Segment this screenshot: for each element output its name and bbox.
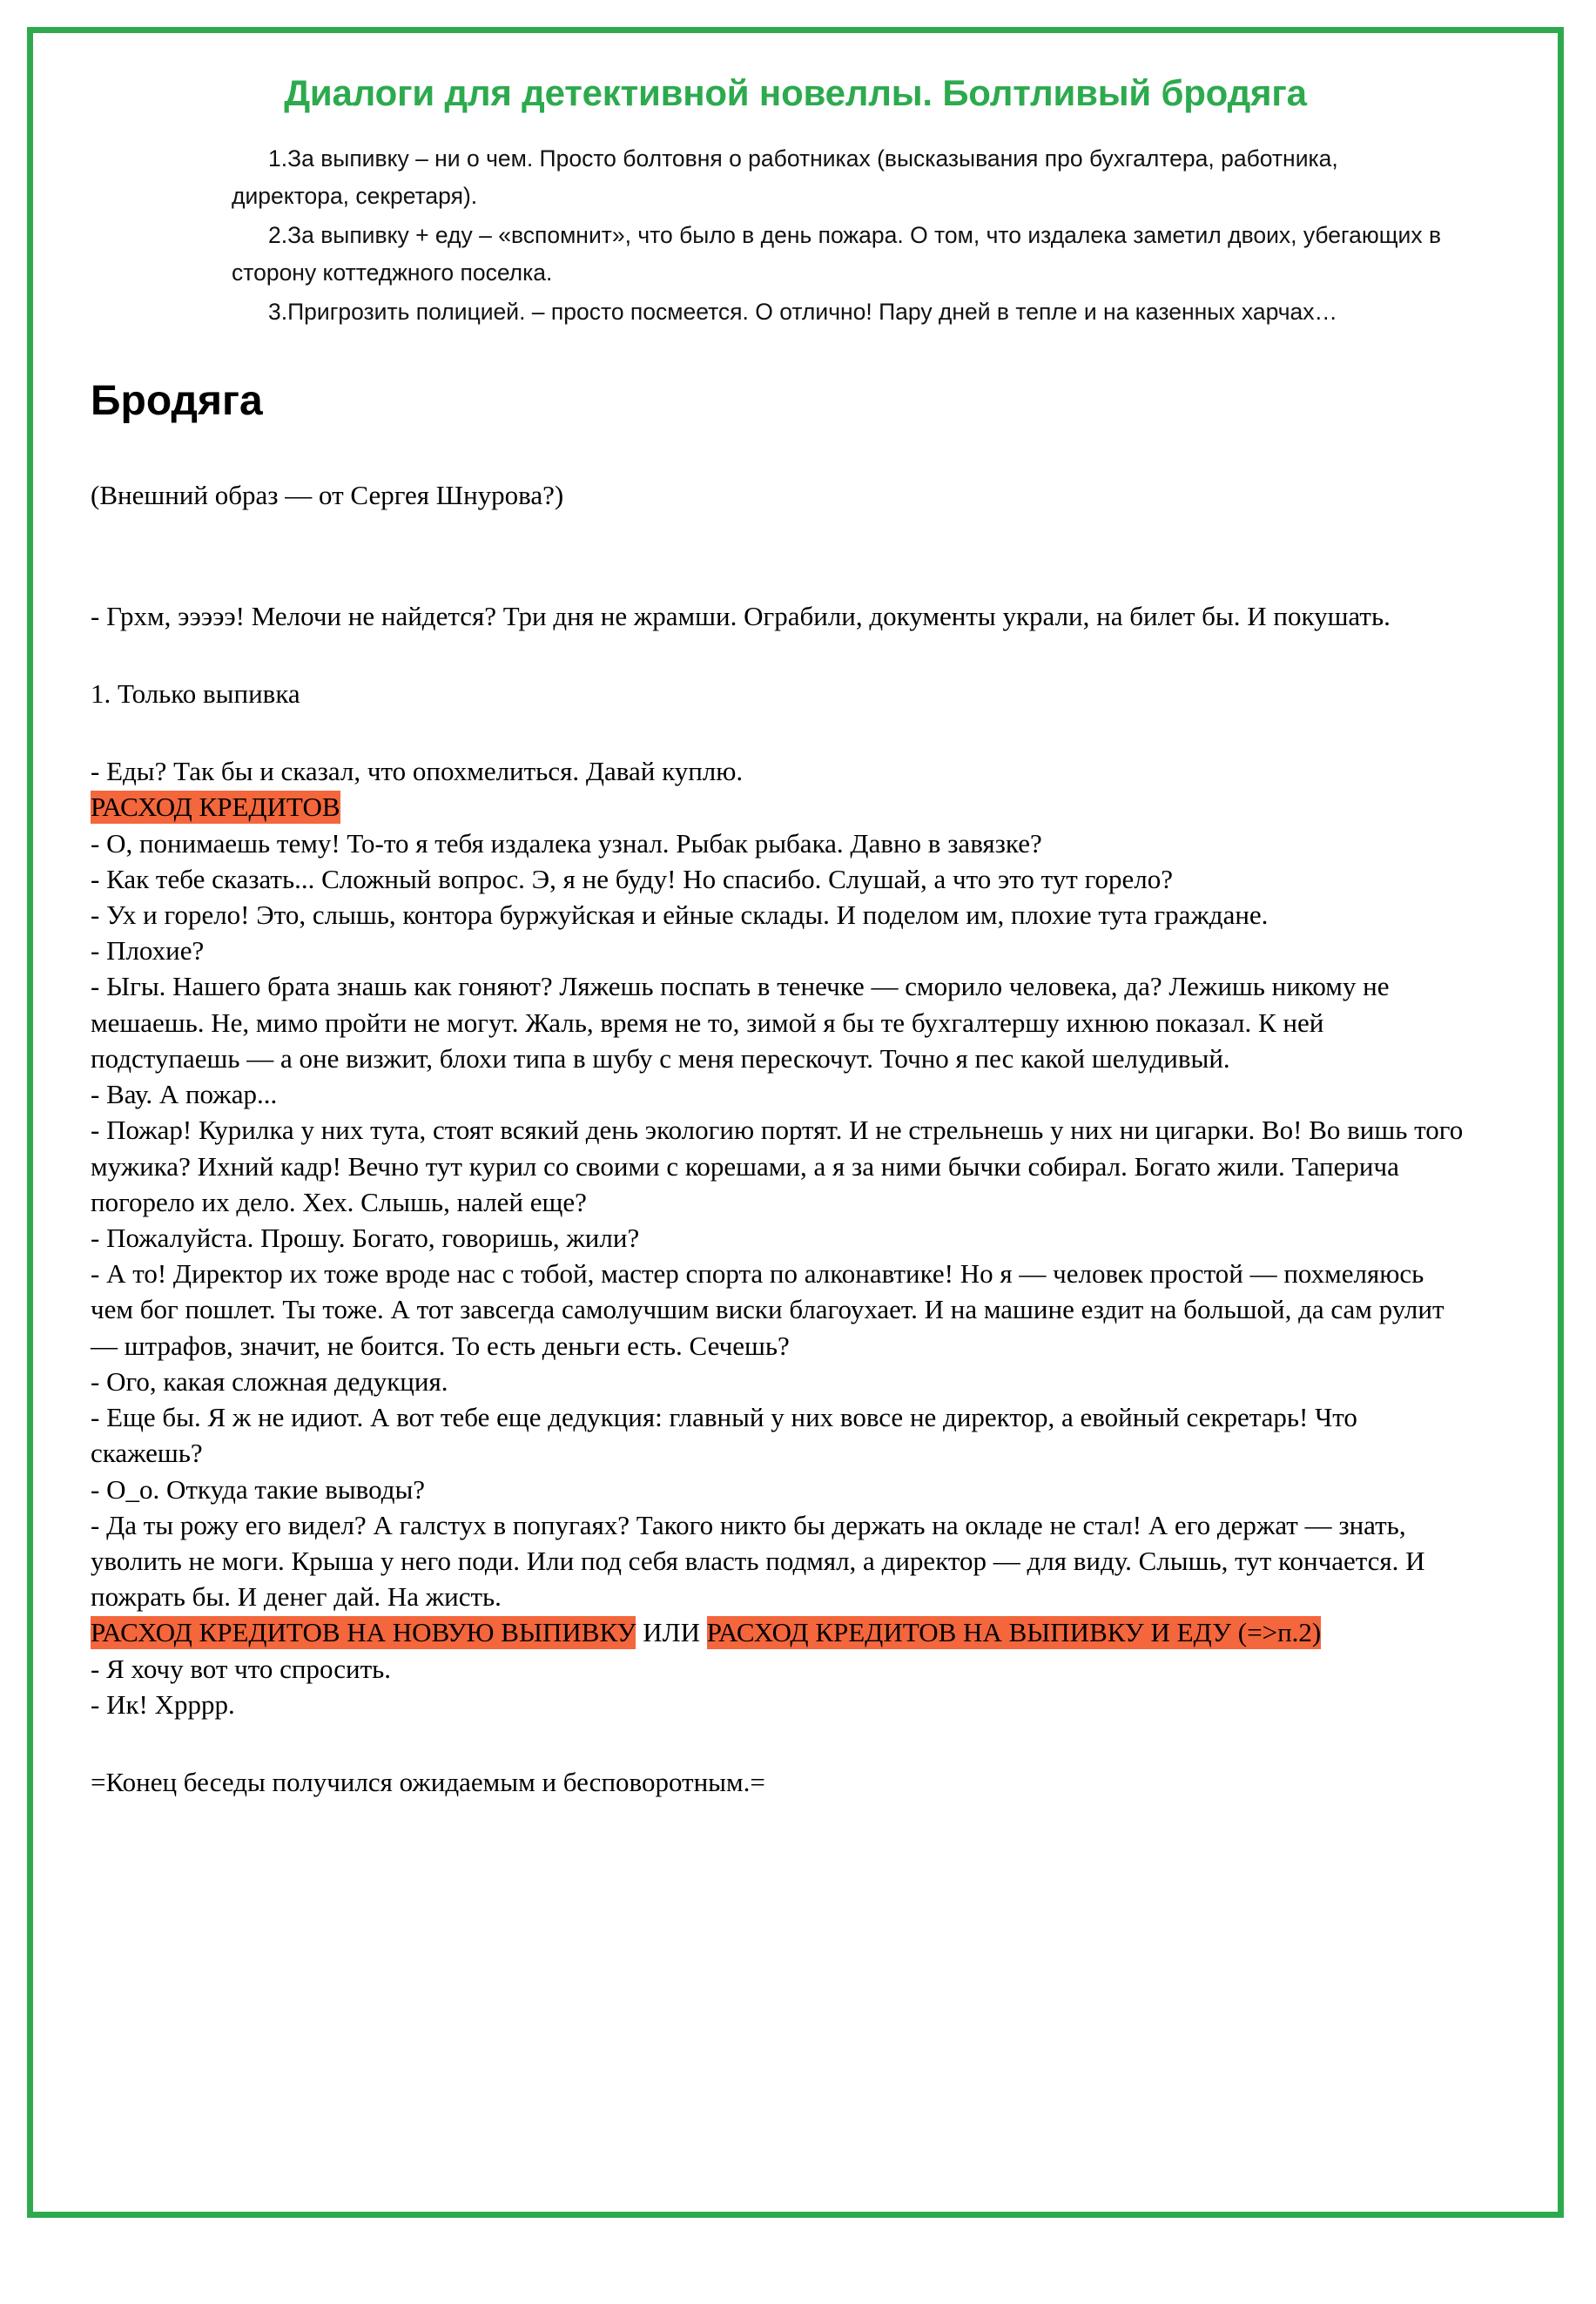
section-heading: Бродяга (91, 377, 263, 424)
character-note: (Внешний образ — от Сергея Шнурова?) (91, 479, 564, 510)
intro-list-item: 1.За выпивку – ни о чем. Просто болтовня о работниках (высказывания про бухгалтера, работника, директора, секретаря). (232, 145, 1338, 210)
ending-line: =Конец беседы получился ожидаемым и бесповоротным.= (91, 1767, 765, 1798)
dialogue-list (91, 753, 1472, 1722)
spacer (91, 513, 1472, 563)
opening-line: - Грхм, эээээ! Мелочи не найдется? Три дня не жрамши. Ограбили, документы украли, на билет бы. И покушать. (91, 600, 1391, 631)
page-title: Диалоги для детективной новеллы. Болтливый бродяга (284, 72, 1307, 113)
dialogue-line: - Да ты рожу его видел? А галстух в попугаях? Такого никто бы держать на окладе не стал! А его держат — знать, уволить не моги. Крыша у него поди. Или под себя власть подмял, а директор — для виду. Слышь, тут кончается. И пожрать бы. И денег дай. На жисть. (91, 1509, 1425, 1613)
dialogue-line: - А то! Директор их тоже вроде нас с тобой, мастер спорта по алконавтике! Но я — человек простой — похмеляюсь чем бог пошлет. Ты тоже. А тот завсегда самолучшим виски благоухает. И на машине ездит на большой, да сам рулит — штрафов, значит, не боится. То есть деньги есть. Сечешь? (91, 1258, 1444, 1361)
highlighted-text: РАСХОД КРЕДИТОВ НА НОВУЮ ВЫПИВКУ (91, 1617, 636, 1648)
dialogue-body (91, 427, 1525, 1801)
dialogue-line: - Как тебе сказать... Сложный вопрос. Э, я не буду! Но спасибо. Слушай, а что это тут горело? (91, 863, 1174, 894)
intro-list-item: 3.Пригрозить полицией. – просто посмеется. О отлично! Пару дней в тепле и на казенных харчах… (268, 298, 1338, 325)
dialogue-line: - Вау. А пожар... (91, 1079, 278, 1110)
dialogue-line: - Еды? Так бы и сказал, что опохмелиться. Давай куплю. (91, 756, 744, 787)
dialogue-line: - Пожар! Курилка у них тута, стоят всякий день экологию портят. И не стрельнешь у них ни цигарки. Во! Во вишь того мужика? Ихний кадр! Вечно тут курил со своими с корешами, а я за ними бычки собирал. Богато жили. Таперича погорело их дело. Хех. Слышь, налей еще? (91, 1115, 1464, 1217)
spacer (91, 634, 1472, 676)
highlighted-text: РАСХОД КРЕДИТОВ (91, 792, 340, 823)
intro-list (66, 140, 1525, 331)
dialogue-line: - Пожалуйста. Прошу. Богато, говоришь, жили? (91, 1223, 640, 1253)
document-body (33, 72, 1558, 2218)
dialogue-text: ИЛИ (636, 1617, 707, 1648)
dialogue-line: - Я хочу вот что спросить. (91, 1653, 392, 1684)
dialogue-line (91, 1614, 1472, 1650)
spacer (91, 563, 1472, 598)
highlighted-text: РАСХОД КРЕДИТОВ НА ВЫПИВКУ И ЕДУ (=>п.2) (706, 1617, 1322, 1648)
dialogue-line: - Ик! Хрррр. (91, 1688, 235, 1720)
spacer (91, 1722, 1472, 1764)
dialogue-line: - Ого, какая сложная дедукция. (91, 1365, 448, 1397)
spacer (91, 711, 1472, 753)
dialogue-line: - Ух и горело! Это, слышь, контора буржуйская и ейные склады. И поделом им, плохие тута граждане. (91, 899, 1269, 931)
dialogue-line: - Плохие? (91, 935, 205, 967)
dialogue-line: - О_о. Откуда такие выводы? (91, 1473, 426, 1505)
intro-list-item: 2.За выпивку + еду – «вспомнит», что было в день пожара. О том, что издалека заметил двоих, убегающих в сторону коттеджного поселка. (232, 222, 1442, 286)
document-page (27, 27, 1564, 2218)
spacer (91, 427, 1472, 477)
dialogue-line (91, 789, 1472, 825)
branch-label: 1. Только выпивка (91, 677, 300, 709)
dialogue-line: - Ыгы. Нашего брата знашь как гоняют? Ляжешь поспать в тенечке — сморило человека, да? Лежишь никому не мешаешь. Не, мимо пройти не могут. Жаль, время не то, зимой я бы те бухгалтершу ихнюю показал. К ней подступаешь — а оне визжит, блохи типа в шубу с меня перескочут. Точно я пес какой шелудивый. (91, 971, 1390, 1074)
dialogue-line: - О, понимаешь тему! То-то я тебя издалека узнал. Рыбак рыбака. Давно в завязке? (91, 827, 1042, 859)
dialogue-line: - Еще бы. Я ж не идиот. А вот тебе еще дедукция: главный у них вовсе не директор, а евойный секретарь! Что скажешь? (91, 1402, 1357, 1469)
